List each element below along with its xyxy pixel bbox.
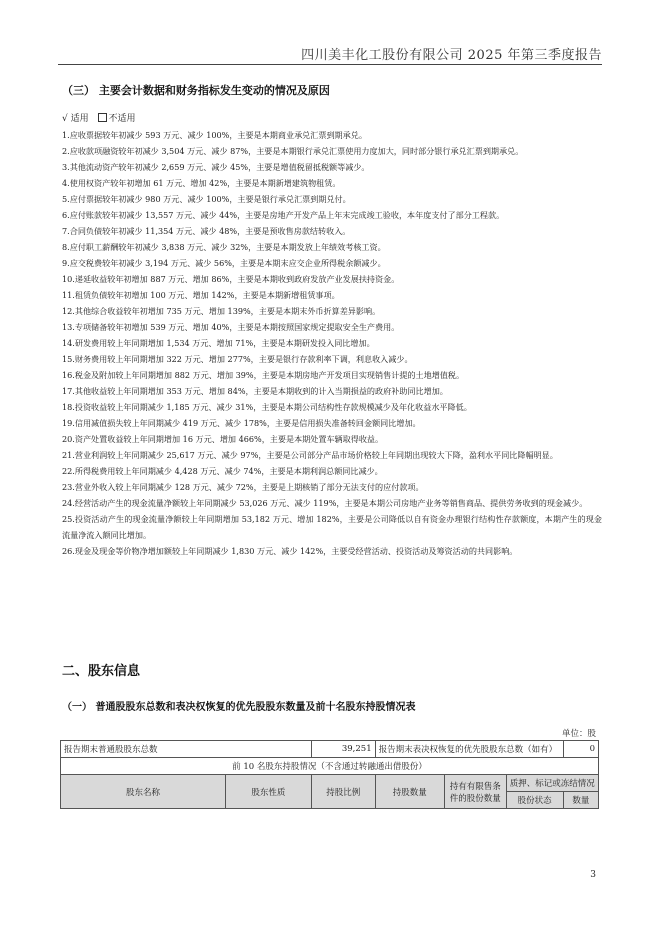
total-shareholders-label: 报告期末普通股股东总数 <box>61 741 312 758</box>
subsection-title-shareholder-table: （一） 普通股股东总数和表决权恢复的优先股股东数量及前十名股东持股情况表 <box>62 702 416 713</box>
checkmark-icon: √ <box>62 114 68 124</box>
list-item: 26.现金及现金等价物净增加额较上年同期减少 1,830 万元、减少 142%，主要受经营活动、投资活动及筹资活动的共同影响。 <box>62 546 518 556</box>
col-holding-ratio: 持股比例 <box>311 775 375 809</box>
list-item: 13.专项储备较年初增加 539 万元、增加 40%，主要是本期按照国家规定提取安全生产费用。 <box>62 322 400 332</box>
preferred-shareholders-value: 0 <box>563 741 598 758</box>
list-item: 15.财务费用较上年同期增加 322 万元、增加 277%，主要是银行存款利率下调，利息收入减少。 <box>62 354 413 364</box>
col-share-status: 股份状态 <box>506 792 563 809</box>
col-pledge-status-group: 质押、标记或冻结情况 <box>506 775 599 792</box>
list-item: 22.所得税费用较上年同期减少 4,428 万元、减少 74%，主要是本期利润总额同比减少。 <box>62 466 383 476</box>
list-item: 9.应交税费较年初减少 3,194 万元、减少 56%，主要是本期末应交企业所得税余额减少。 <box>62 258 386 268</box>
applicable-label: 适用 <box>70 114 89 124</box>
unit-label: 单位：股 <box>561 729 596 739</box>
applicable-selector <box>62 111 136 124</box>
list-item: 12.其他综合收益较年初增加 735 万元、增加 139%，主要是本期末外币折算差异影响。 <box>62 306 381 316</box>
list-item: 3.其他流动资产较年初减少 2,659 万元、减少 45%，主要是增值税留抵税额等减少。 <box>62 162 370 172</box>
list-item: 1.应收票据较年初减少 593 万元、减少 100%，主要是本期商业承兑汇票到期承兑。 <box>62 130 367 140</box>
list-item: 16.税金及附加较上年同期增加 882 万元、增加 39%，主要是本期房地产开发项目实现销售计提的土地增值税。 <box>62 370 465 380</box>
total-shareholders-value: 39,251 <box>311 741 375 758</box>
list-item: 24.经营活动产生的现金流量净额较上年同期减少 53,026 万元、减少 119%，主要是本期公司房地产业务等销售商品、提供劳务收到的现金减少。 <box>62 498 588 508</box>
table-row <box>61 758 599 775</box>
page-header <box>58 44 602 65</box>
list-item: 17.其他收益较上年同期增加 353 万元、增加 84%，主要是本期收到的计入当期损益的政府补助同比增加。 <box>62 386 448 396</box>
page-number: 3 <box>590 870 596 880</box>
col-shareholder-nature: 股东性质 <box>226 775 312 809</box>
section-title-financial-changes: （三） 主要会计数据和财务指标发生变动的情况及原因 <box>62 84 330 97</box>
list-item: 25.投资活动产生的现金流量净额较上年同期增加 53,182 万元、增加 182%，主要是公司降低以自有资金办理银行结构性存款额度，本期产生的现金流量净流入额同比增加。 <box>62 514 602 540</box>
col-restricted-shares: 持有有限售条件的股份数量 <box>444 775 506 809</box>
list-item: 4.使用权资产较年初增加 61 万元、增加 42%，主要是本期新增建筑物租赁。 <box>62 178 341 188</box>
table-row <box>61 741 599 758</box>
list-item: 18.投资收益较上年同期减少 1,185 万元、减少 31%，主要是本期公司结构性存款规模减少及年化收益水平降低。 <box>62 402 472 412</box>
not-applicable-label: 不适用 <box>108 114 136 124</box>
list-item: 7.合同负债较年初减少 11,354 万元、减少 48%，主要是预收售房款结转收入。 <box>62 226 351 236</box>
table-header-row <box>61 775 599 792</box>
list-item: 19.信用减值损失较上年同期减少 419 万元、减少 178%，主要是信用损失准备转回金额同比增加。 <box>62 418 421 428</box>
top10-header: 前 10 名股东持股情况（不含通过转融通出借股份） <box>61 758 599 775</box>
section-title-shareholders: 二、股东信息 <box>62 664 141 679</box>
list-item: 21.营业利润较上年同期减少 25,617 万元、减少 97%，主要是公司部分产品市场价格较上年同期出现较大下降，盈利水平同比降幅明显。 <box>62 450 558 460</box>
list-item: 6.应付账款较年初减少 13,557 万元、减少 44%，主要是房地产开发产品上年末完成竣工验收，本年度支付了部分工程款。 <box>62 210 505 220</box>
report-title: 四川美丰化工股份有限公司 2025 年第三季度报告 <box>301 48 602 63</box>
empty-checkbox-icon <box>98 113 107 122</box>
col-pledge-quantity: 数量 <box>563 792 598 809</box>
col-shareholder-name: 股东名称 <box>61 775 226 809</box>
list-item: 10.递延收益较年初增加 887 万元、增加 86%，主要是本期收到政府发放产业发展扶持资金。 <box>62 274 400 284</box>
list-item: 11.租赁负债较年初增加 100 万元、增加 142%，主要是本期新增租赁事项。 <box>62 290 340 300</box>
list-item: 2.应收款项融资较年初减少 3,504 万元、减少 87%，主要是本期银行承兑汇票使用力度加大，同时部分银行承兑汇票到期承兑。 <box>62 146 524 156</box>
shareholder-table <box>60 740 599 809</box>
col-holding-quantity: 持股数量 <box>375 775 444 809</box>
list-item: 5.应付票据较年初减少 980 万元、减少 100%，主要是银行承兑汇票到期兑付。 <box>62 194 351 204</box>
list-item: 8.应付职工薪酬较年初减少 3,838 万元、减少 32%，主要是本期发放上年绩效考核工资。 <box>62 242 386 252</box>
list-item: 23.营业外收入较上年同期减少 128 万元、减少 72%，主要是上期核销了部分无法支付的应付款项。 <box>62 482 424 492</box>
preferred-shareholders-label: 报告期末表决权恢复的优先股股东总数（如有） <box>375 741 563 758</box>
list-item: 20.资产处置收益较上年同期增加 16 万元、增加 466%，主要是本期处置车辆取得收益。 <box>62 434 384 444</box>
list-item: 14.研发费用较上年同期增加 1,534 万元、增加 71%，主要是本期研发投入同比增加。 <box>62 338 375 348</box>
change-reasons-list <box>62 127 602 559</box>
